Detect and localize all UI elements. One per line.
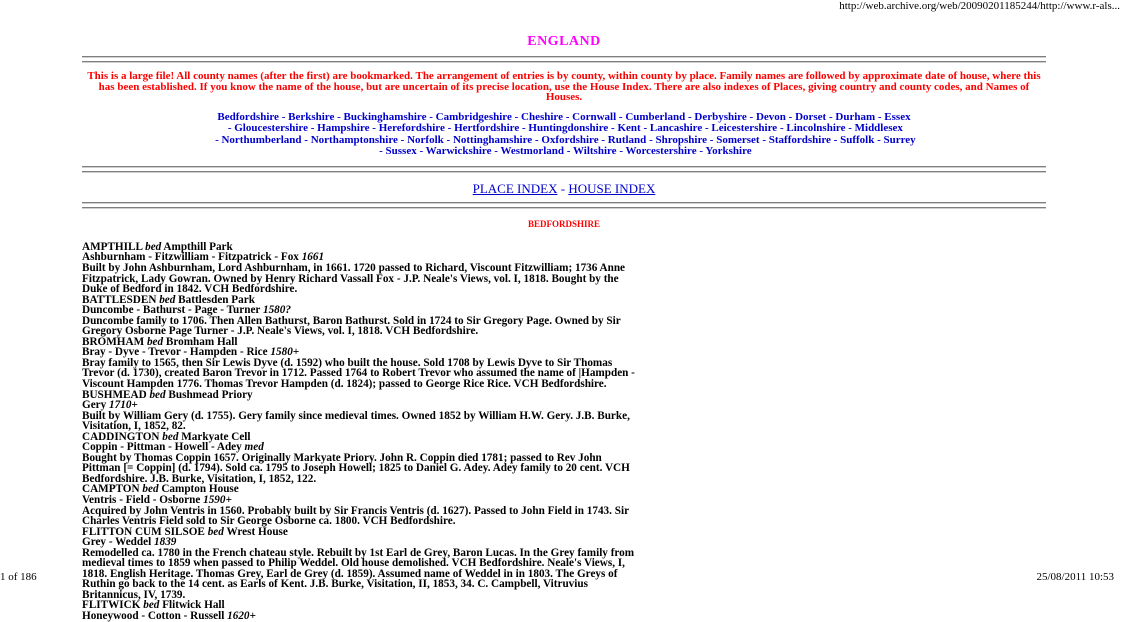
county-link-middlesex[interactable]: Middlesex xyxy=(854,122,903,135)
county-separator: - xyxy=(875,110,885,123)
county-link-cumberland[interactable]: Cumberland xyxy=(625,110,686,123)
page-counter: 1 of 186 xyxy=(0,571,37,583)
county-separator: - xyxy=(608,122,618,135)
county-separator: - xyxy=(212,133,222,146)
county-link-hertfordshire[interactable]: Hertfordshire xyxy=(454,122,520,135)
county-link-devon[interactable]: Devon xyxy=(755,110,786,123)
entry-line: Bray family to 1565, then Sir Lewis Dyve (d. 1592) who built the house. Sold 1708 by Lewis Dyve to Sir Thomas xyxy=(82,356,613,369)
entry-line: FLITWICK bed Flitwick Hall xyxy=(82,599,225,612)
county-separator: - xyxy=(416,145,426,158)
entry-italic: bed xyxy=(142,483,159,496)
county-link-derbyshire[interactable]: Derbyshire xyxy=(694,110,747,123)
entry-italic: 1661 xyxy=(301,251,325,264)
county-separator: - xyxy=(696,145,706,158)
county-separator: - xyxy=(777,122,787,135)
entry-italic: 1580? xyxy=(262,304,291,317)
entry-line: BATTLESDEN bed Battlesden Park xyxy=(82,293,255,306)
county-link-herefordshire[interactable]: Herefordshire xyxy=(378,122,445,135)
divider xyxy=(82,171,1046,173)
entry-line: Viscount Hampden 1776. Thomas Trevor Hampden (d. 1824); passed to George Rice Rice. VCH Bedfordshire. xyxy=(82,377,607,390)
entry-line: Trevor (d. 1730), created Baron Trevor in 1712. Passed 1764 to Robert Trevor who assumed the name of |Hampden - xyxy=(82,367,635,380)
county-link-yorkshire[interactable]: Yorkshire xyxy=(705,145,752,158)
entry-italic: bed xyxy=(159,293,176,306)
county-link-oxfordshire[interactable]: Oxfordshire xyxy=(541,133,599,146)
county-link-nottinghamshire[interactable]: Nottinghamshire xyxy=(452,133,533,146)
county-link-dorset[interactable]: Dorset xyxy=(795,110,827,123)
intro-notice: This is a large file! All county names (after the first) are bookmarked. The arrangement of entries is by county, within county by place. Family names are followed by approximate date of house, where this has been established. If you know the name of the house, but are uncertain of its precise location, use the House Index. There are also indexes of Places, giving country and county codes, and Names of Houses. xyxy=(87,70,1041,103)
divider xyxy=(82,56,1046,58)
entry-line: Ventris - Field - Osborne 1590+ xyxy=(82,494,232,506)
entry-line: Bedfordshire. J.B. Burke, Visitation, I, 1852, 122. xyxy=(82,472,317,485)
county-separator: - xyxy=(616,145,626,158)
entry-italic: bed xyxy=(145,240,162,253)
county-separator: - xyxy=(491,145,501,158)
entry-italic: bed xyxy=(207,525,224,538)
county-separator: - xyxy=(598,133,608,146)
entry-line: Honeywood - Cotton - Russell 1620+ xyxy=(82,610,256,622)
county-separator: - xyxy=(830,133,841,146)
county-separator: - xyxy=(707,133,717,146)
entry-italic: bed xyxy=(162,430,179,443)
county-link-somerset[interactable]: Somerset xyxy=(716,133,760,146)
county-separator: - xyxy=(376,145,386,158)
entry-line: Gery 1710+ xyxy=(82,399,138,412)
county-link-northamptonshire[interactable]: Northamptonshire xyxy=(310,133,398,146)
county-link-northumberland[interactable]: Northumberland xyxy=(221,133,302,146)
county-separator: - xyxy=(307,122,318,135)
entry-line: Built by William Gery (d. 1755). Gery family since medieval times. Owned 1852 by William H.W. Gery. J.B. Burke, xyxy=(82,409,630,422)
index-separator: - xyxy=(557,180,569,196)
county-links xyxy=(204,112,924,158)
entry-italic: 1620+ xyxy=(227,610,256,622)
county-separator: - xyxy=(397,133,408,146)
county-link-bedfordshire[interactable]: Bedfordshire xyxy=(217,110,279,123)
page-content xyxy=(82,34,1046,622)
county-link-huntingdonshire[interactable]: Huntingdonshire xyxy=(528,122,609,135)
county-link-warwickshire[interactable]: Warwickshire xyxy=(425,145,492,158)
county-separator: - xyxy=(562,110,573,123)
entry-italic: bed xyxy=(143,599,160,612)
county-separator: - xyxy=(564,145,573,158)
entry-italic: bed xyxy=(146,335,164,348)
entry-line: BUSHMEAD bed Bushmead Priory xyxy=(82,388,253,401)
entry-line: FLITTON CUM SILSOE bed Wrest House xyxy=(82,525,288,538)
entries-list xyxy=(82,242,1046,622)
county-separator: - xyxy=(301,133,311,146)
entry-line: Fitzpatrick, Lady Gowran. Owned by Henry Richard Vassall Fox - J.P. Neale's Views, vol. I, 1818. Bought by the xyxy=(82,272,619,285)
entry-line: 1818. English Heritage. Thomas Grey, Earl de Grey (d. 1859). Assumed name of Weddel in in 1803. The Greys of xyxy=(82,567,618,580)
entry-italic: 1590+ xyxy=(203,494,232,506)
entry-line: Gregory Osborne Page Turner - J.P. Neale's Views, vol. I, 1818. VCH Bedfordshire. xyxy=(82,325,479,338)
county-link-suffolk[interactable]: Suffolk xyxy=(840,133,875,146)
county-link-buckinghamshire[interactable]: Buckinghamshire xyxy=(343,110,427,123)
entry-line: Pittman [= Coppin] (d. 1794). Sold ca. 1795 to Joseph Howell; 1825 to Daniel G. Adey. Adey family to 20 cent. VCH xyxy=(82,462,630,475)
county-link-kent[interactable]: Kent xyxy=(617,122,641,135)
county-separator: - xyxy=(334,110,344,123)
county-separator: - xyxy=(444,122,455,135)
county-separator: - xyxy=(278,110,289,123)
county-link-norfolk[interactable]: Norfolk xyxy=(407,133,444,146)
entry-italic: 1580+ xyxy=(270,346,300,359)
entry-line: Grey - Weddel 1839 xyxy=(82,536,177,549)
county-separator: - xyxy=(511,110,522,123)
page-title: ENGLAND xyxy=(527,34,601,49)
county-separator: - xyxy=(685,110,695,123)
county-link-worcestershire[interactable]: Worcestershire xyxy=(625,145,697,158)
entry-line: Duncombe family to 1706. Then Allen Bathurst, Baron Bathurst. Sold in 1724 to Sir Gregory Page. Owned by Sir xyxy=(82,314,621,327)
entry-line: Britannicus, IV, 1739. xyxy=(82,588,186,601)
county-separator: - xyxy=(532,133,542,146)
county-separator: - xyxy=(369,122,379,135)
entry-line: AMPTHILL bed Ampthill Park xyxy=(82,240,233,253)
county-link-hampshire[interactable]: Hampshire xyxy=(317,122,370,135)
county-link-essex[interactable]: Essex xyxy=(884,110,911,123)
entry-line: Built by John Ashburnham, Lord Ashburnham, in 1661. 1720 passed to Richard, Viscount Fitzwilliam; 1736 Anne xyxy=(82,261,626,274)
index-links xyxy=(82,181,1046,196)
county-separator: - xyxy=(759,133,769,146)
county-separator: - xyxy=(646,133,656,146)
county-link-lincolnshire[interactable]: Lincolnshire xyxy=(786,122,846,135)
entry-line: Bray - Dyve - Trevor - Hampden - Rice 1580+ xyxy=(82,346,300,359)
county-link-gloucestershire[interactable]: Gloucestershire xyxy=(234,122,308,135)
house-index-link[interactable]: HOUSE INDEX xyxy=(568,180,656,196)
entry-line: CADDINGTON bed Markyate Cell xyxy=(82,430,251,443)
entry-line: BROMHAM bed Bromham Hall xyxy=(82,335,238,348)
county-link-sussex[interactable]: Sussex xyxy=(385,145,417,158)
divider xyxy=(82,202,1046,204)
county-link-leicestershire[interactable]: Leicestershire xyxy=(711,122,778,135)
county-separator: - xyxy=(426,110,436,123)
entry-italic: 1710+ xyxy=(109,399,138,412)
county-separator: - xyxy=(702,122,712,135)
county-separator: - xyxy=(225,122,235,135)
entry-line: Ashburnham - Fitzwilliam - Fitzpatrick - Fox 1661 xyxy=(82,251,325,264)
county-separator: - xyxy=(443,133,453,146)
divider xyxy=(82,166,1046,168)
county-separator: - xyxy=(746,110,756,123)
entry-line: Bought by Thomas Coppin 1657. Originally Markyate Priory. John R. Coppin died 1781; passed to Rev John xyxy=(82,451,602,464)
county-link-lancashire[interactable]: Lancashire xyxy=(649,122,703,135)
entry-line: Duncombe - Bathurst - Page - Turner 1580? xyxy=(82,304,291,317)
entry-line: Charles Ventris Field sold to Sir George Osborne ca. 1800. VCH Bedfordshire. xyxy=(82,515,456,528)
section-heading: BEDFORDSHIRE xyxy=(527,218,600,229)
entry-line: Duke of Bedford in 1842. VCH Bedfordshire. xyxy=(82,283,298,296)
county-link-durham[interactable]: Durham xyxy=(835,110,876,123)
county-separator: - xyxy=(845,122,855,135)
entry-italic: med xyxy=(244,441,264,454)
county-link-wiltshire[interactable]: Wiltshire xyxy=(572,145,617,158)
county-link-shropshire[interactable]: Shropshire xyxy=(655,133,708,146)
print-timestamp: 25/08/2011 10:53 xyxy=(1036,571,1114,583)
county-link-cambridgeshire[interactable]: Cambridgeshire xyxy=(435,110,512,123)
entry-italic: bed xyxy=(149,388,166,401)
county-link-berkshire[interactable]: Berkshire xyxy=(288,110,335,123)
place-index-link[interactable]: PLACE INDEX xyxy=(472,180,558,196)
county-separator: - xyxy=(519,122,529,135)
divider xyxy=(82,207,1046,209)
entry-line: medieval times to 1859 when passed to Philip Weddel. Old house demolished. VCH Bedfordshire. Neale's Views, I, xyxy=(82,557,625,570)
county-link-westmorland[interactable]: Westmorland xyxy=(500,145,564,158)
county-separator: - xyxy=(826,110,836,123)
county-separator: - xyxy=(785,110,796,123)
county-link-cornwall[interactable]: Cornwall xyxy=(572,110,617,123)
entry-line: Coppin - Pittman - Howell - Adey med xyxy=(82,441,264,454)
entry-line: Remodelled ca. 1780 in the French chateau style. Rebuilt by 1st Earl de Grey, Baron Lucas. In the Grey family from xyxy=(82,546,635,559)
entry-line: Ruthin go back to the 14 cent. as Earls of Kent. J.B. Burke, Visitation, II, 1853, 34. C. Campbell, Vitruvius xyxy=(82,578,588,591)
divider xyxy=(82,61,1046,63)
county-separator: - xyxy=(640,122,650,135)
county-separator: - xyxy=(874,133,884,146)
entry-line: Visitation, I, 1852, 82. xyxy=(82,420,186,433)
entry-line: CAMPTON bed Campton House xyxy=(82,483,239,496)
entry-line: Acquired by John Ventris in 1560. Probably built by Sir Francis Ventris (d. 1627). Passed to John Field in 1743. Sir xyxy=(82,504,630,517)
county-link-staffordshire[interactable]: Staffordshire xyxy=(768,133,831,146)
archive-url: http://web.archive.org/web/20090201185244/http://www.r-als... xyxy=(839,0,1120,12)
entry-italic: 1839 xyxy=(154,536,177,549)
county-link-cheshire[interactable]: Cheshire xyxy=(521,110,563,123)
county-link-rutland[interactable]: Rutland xyxy=(607,133,647,146)
county-link-surrey[interactable]: Surrey xyxy=(883,133,916,146)
county-separator: - xyxy=(616,110,626,123)
